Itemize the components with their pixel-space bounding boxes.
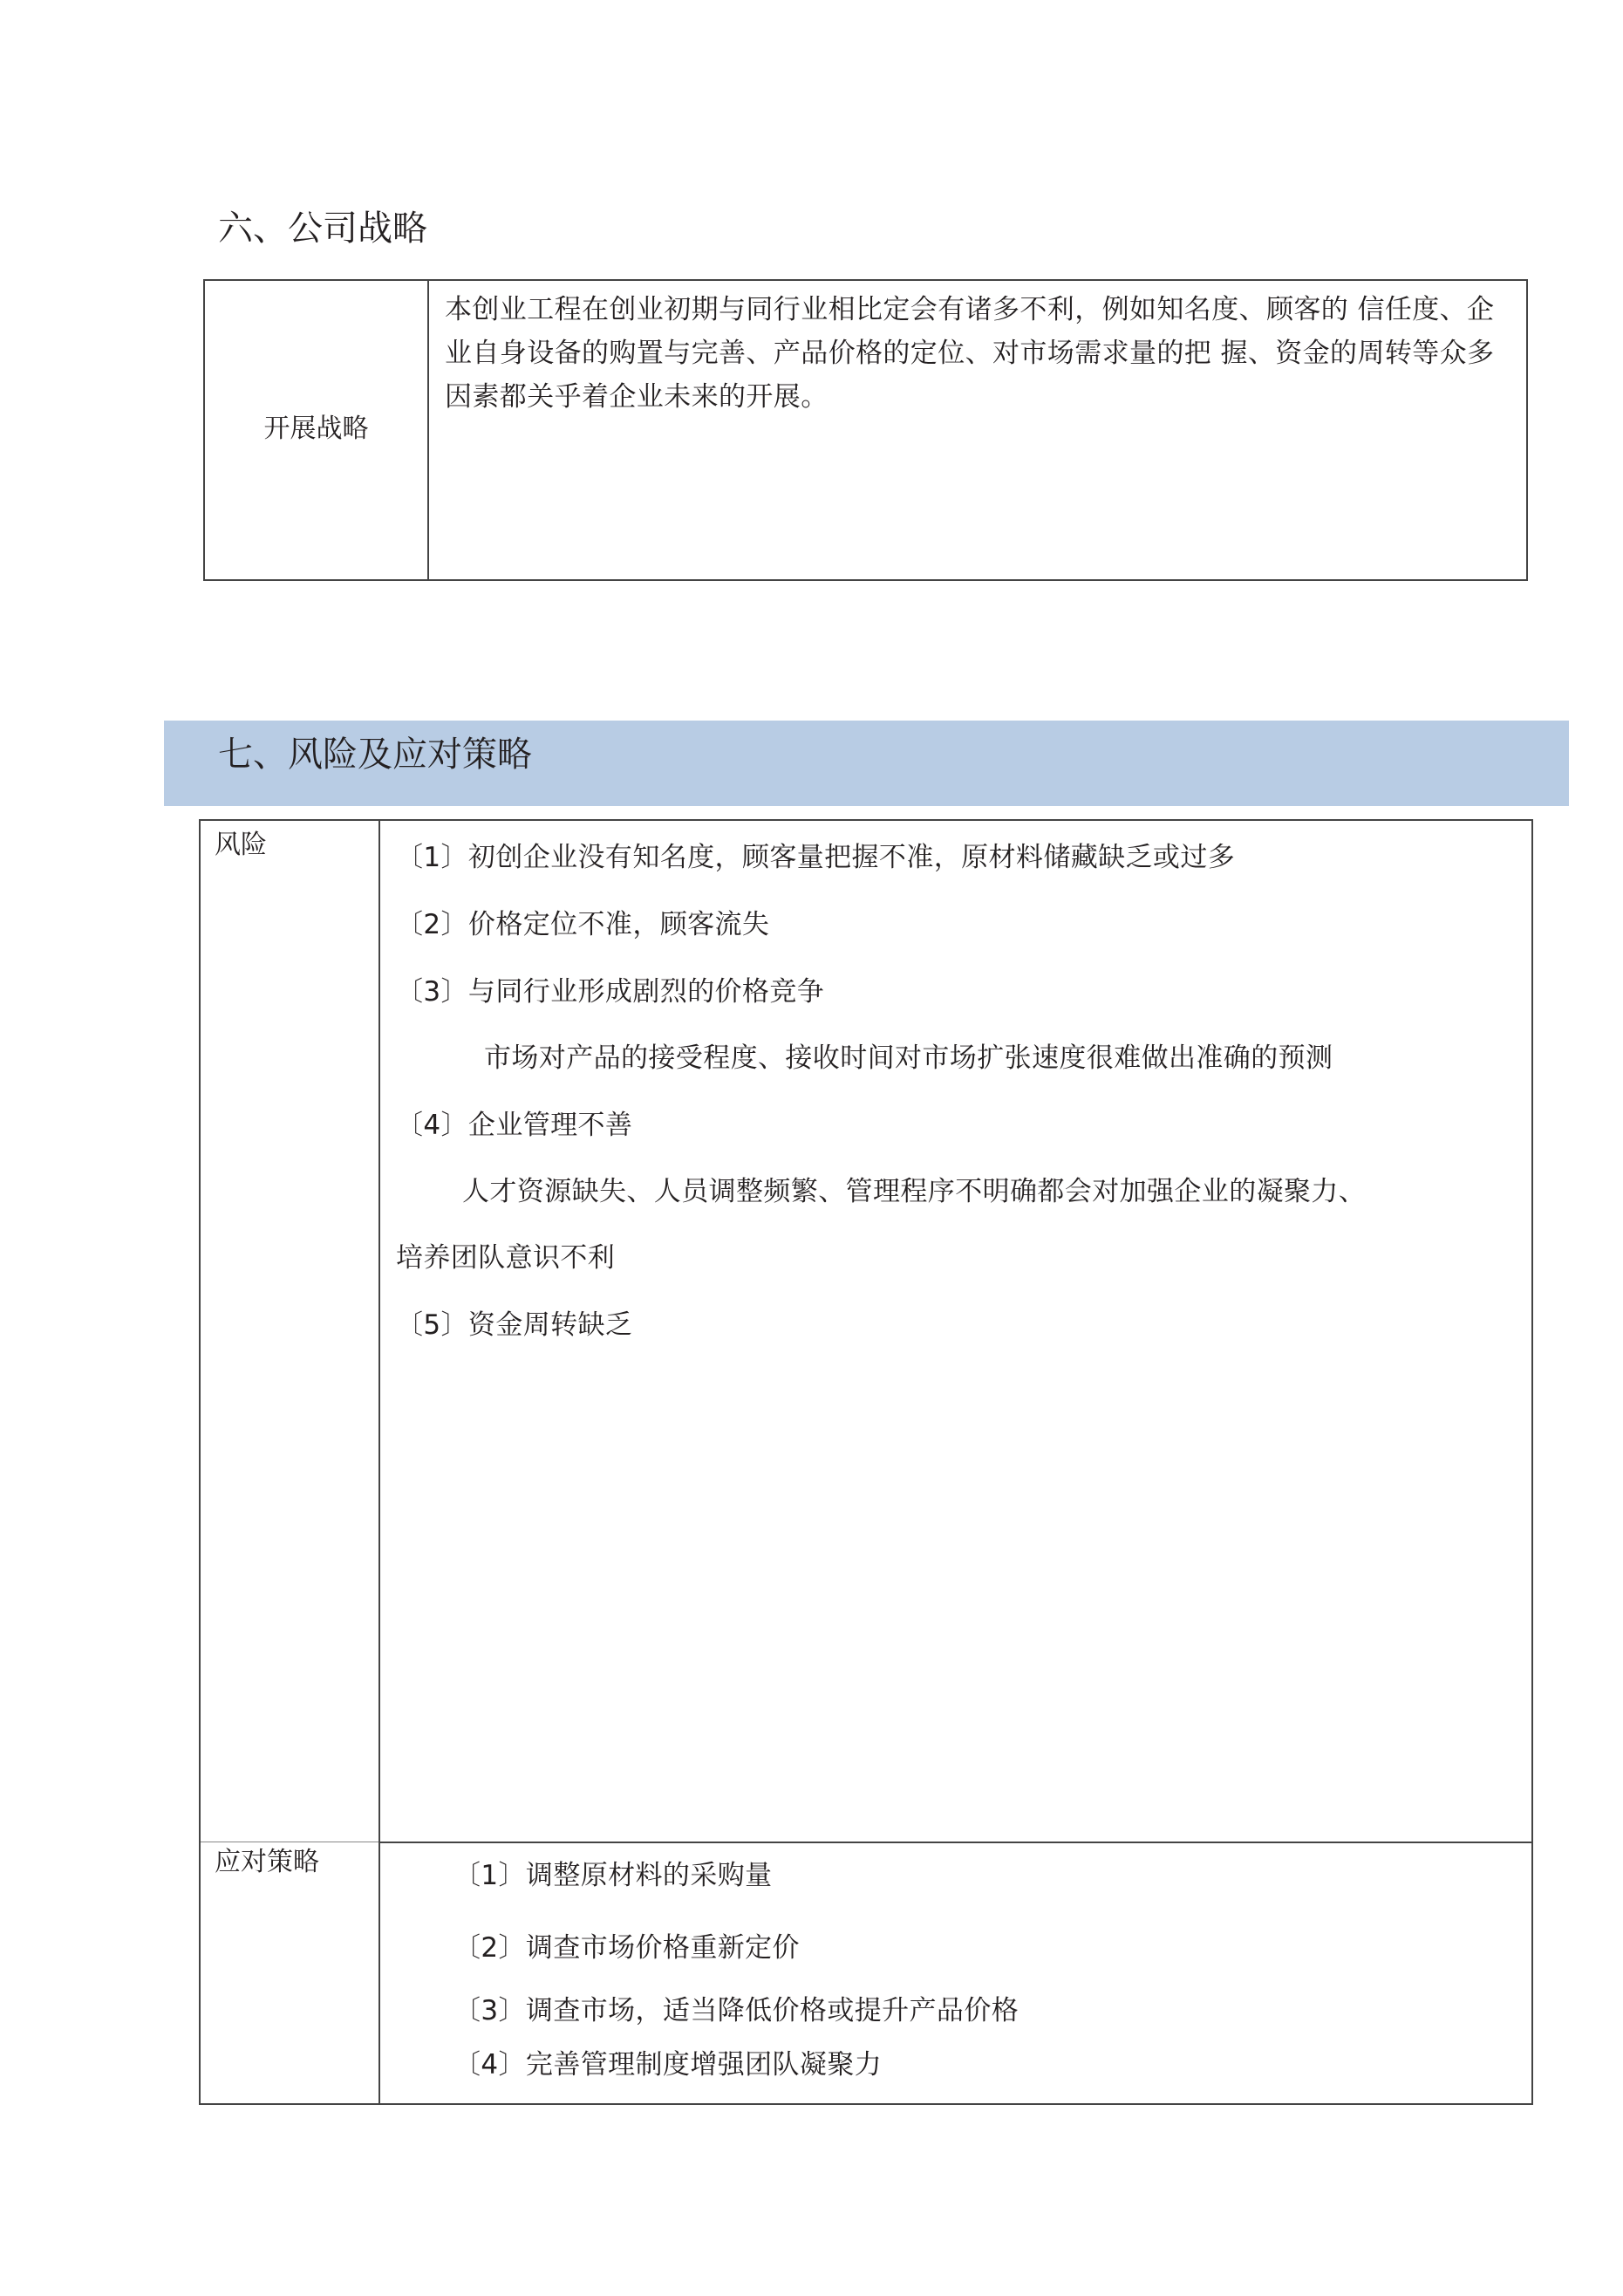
section-7-banner [164,721,1569,806]
risk-item-4-detail-cont: 培养团队意识不利 [396,1242,616,1274]
table-column-divider [427,281,429,579]
development-strategy-label: 开展战略 [263,413,369,444]
risk-item-1: 〔1〕初创企业没有知名度，顾客量把握不准，原材料储藏缺乏或过多 [396,842,1236,873]
section-6-title: 六、公司战略 [218,208,427,249]
risk-item-3: 〔3〕与同行业形成剧烈的价格竞争 [396,976,825,1008]
section-7-title: 七、风险及应对策略 [218,735,532,775]
risk-item-5: 〔5〕资金周转缺乏 [396,1309,633,1341]
strategy-item-1: 〔1〕调整原材料的采购量 [453,1860,773,1891]
risk-item-2: 〔2〕价格定位不准，顾客流失 [396,909,770,940]
table-row-divider [378,1842,1533,1843]
risk-table [199,819,1533,2105]
risk-label: 风险 [215,830,267,860]
risk-item-4-detail: 人才资源缺失、人员调整频繁、管理程序不明确都会对加强企业的凝聚力、 [462,1176,1367,1207]
strategy-item-2: 〔2〕调查市场价格重新定价 [453,1932,800,1964]
development-strategy-text: 本创业工程在创业初期与同行业相比定会有诸多不利，例如知名度、顾客的 信任度、企业自身设备的购置与完善、产品价格的定位、对市场需求量的把 握、资金的周转等众多因素都关乎着企业未来的开展。 [445,294,1495,413]
strategy-item-3: 〔3〕调查市场，适当降低价格或提升产品价格 [453,1995,1019,2026]
risk-item-3-detail: 市场对产品的接受程度、接收时间对市场扩张速度很难做出准确的预测 [484,1042,1333,1074]
risk-item-4: 〔4〕企业管理不善 [396,1110,633,1141]
strategy-table [203,279,1528,581]
table-column-divider [378,821,380,2103]
strategy-item-4: 〔4〕完善管理制度增强团队凝聚力 [453,2049,883,2081]
strategy-label: 应对策略 [215,1847,319,1877]
